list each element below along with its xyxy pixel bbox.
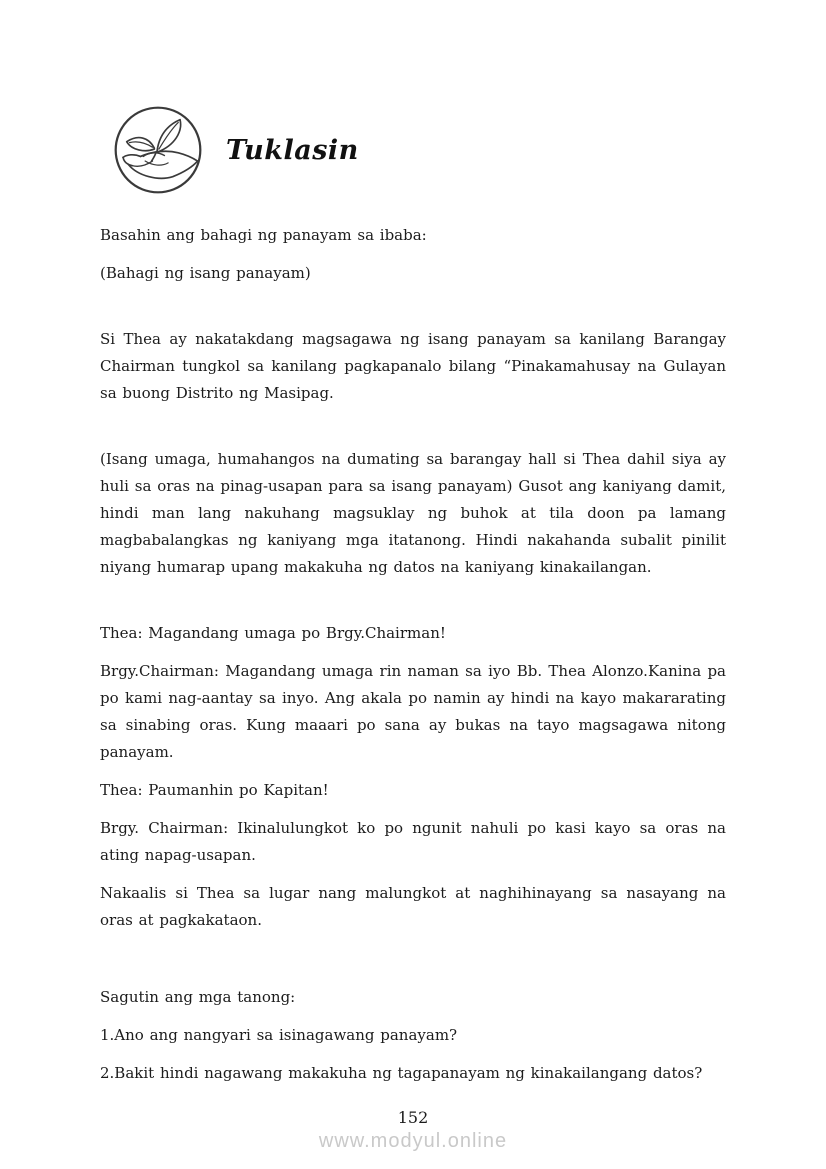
narration-closing-paragraph: Nakaalis si Thea sa lugar nang malungkot at naghihinayang sa nasayang na oras at pagkakataon. — [100, 884, 726, 929]
instruction-text: Basahin ang bahagi ng panayam sa ibaba: — [100, 226, 427, 244]
question-item-1: 1.Ano ang nangyari sa isinagawang panayam? — [100, 1026, 458, 1044]
narration-scene-paragraph: (Isang umaga, humahangos na dumating sa barangay hall si Thea dahil siya ay huli sa oras na pinag-usapan para sa isang panayam) Gusot ang kaniyang damit, hindi man lang nakuhang magsuklay ng buhok at tila doon pa lamang magbabalangkas ng kaniyang mga itatanong. Hindi nakahanda subalit pinilit niyang humarap upang makakuha ng datos na kaniyang kinakailangan. — [100, 450, 726, 576]
question-item-2: 2.Bakit hindi nagawang makakuha ng tagapanayam ng kinakailangang datos? — [100, 1064, 703, 1082]
dialogue-line-thea-1: Thea: Magandang umaga po Brgy.Chairman! — [100, 624, 446, 642]
dialogue-line-chairman-1: Brgy.Chairman: Magandang umaga rin naman sa iyo Bb. Thea Alonzo.Kanina pa po kami nag-aantay sa inyo. Ang akala po namin ay hindi na kayo makararating sa sinabing oras. Kung maaari po sana ay bukas na tayo magsagawa nitong panayam. — [100, 662, 726, 761]
hand-holding-seedling-icon — [112, 104, 204, 196]
dialogue-line-thea-2: Thea: Paumanhin po Kapitan! — [100, 781, 329, 799]
subtitle-text: (Bahagi ng isang panayam) — [100, 264, 311, 282]
watermark-text: www.modyul.online — [318, 1130, 508, 1152]
section-header — [112, 104, 726, 196]
page-number: 152 — [397, 1108, 429, 1127]
questions-header: Sagutin ang mga tanong: — [100, 988, 296, 1006]
page-title: Tuklasin — [226, 134, 359, 166]
narration-intro-paragraph: Si Thea ay nakatakdang magsagawa ng isang panayam sa kanilang Barangay Chairman tungkol sa kanilang pagkapanalo bilang “Pinakamahusay na Gulayan sa buong Distrito ng Masipag. — [100, 330, 726, 402]
dialogue-line-chairman-2: Brgy. Chairman: Ikinalulungkot ko po ngunit nahuli po kasi kayo sa oras na ating napag-usapan. — [100, 819, 726, 864]
document-body — [100, 222, 726, 1087]
